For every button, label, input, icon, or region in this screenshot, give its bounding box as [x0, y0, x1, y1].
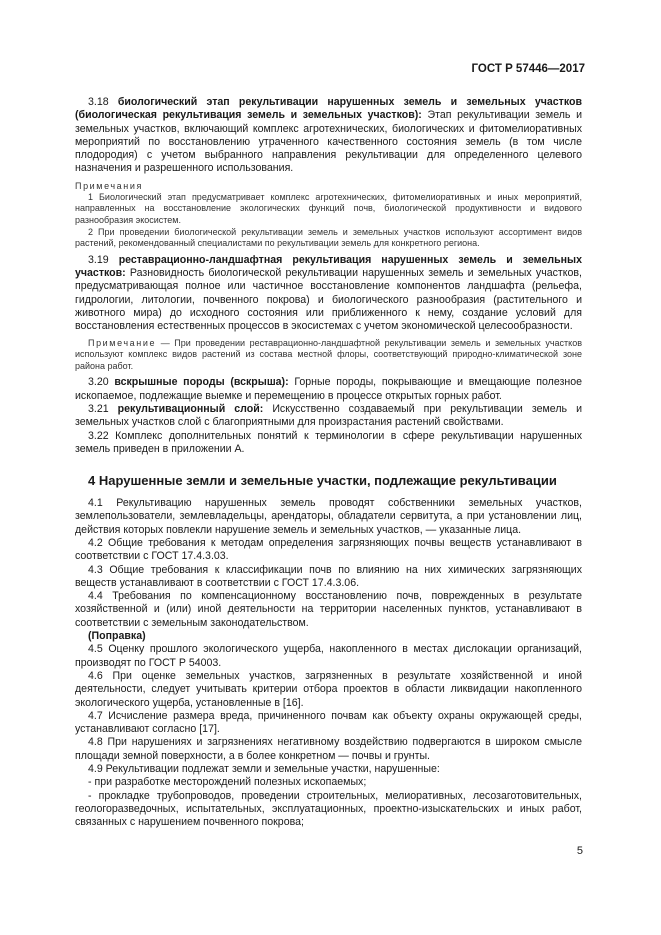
term-name: рекультивационный слой:: [117, 402, 264, 415]
clause-4-3: 4.3 Общие требования к классификации почв по влиянию на них химических загрязняющих веществ устанавливают в соответствии с ГОСТ 17.4.3.06.: [75, 563, 582, 589]
page-number: 5: [576, 845, 583, 857]
document-id-header: ГОСТ Р 57446—2017: [471, 63, 585, 75]
term-number: 3.18: [88, 96, 109, 108]
term-definition: Горные породы, покрывающие и вмещающие полезное ископаемое, подлежащие выемке и перемещению в процессе открытых горных работ.: [75, 376, 582, 402]
term-definition: Этап рекультивации земель и земельных участков, включающий комплекс агротехнических, биологических и фитомелиоративных мероприятий по восстановлению утраченного качественного состояния земель (в том числе плодородия) с учетом выбранного направления рекультивации для определенного целевого назначения и разрешенного использования.: [75, 109, 583, 175]
section-4-title: 4 Нарушенные земли и земельные участки, подлежащие рекультивации: [88, 473, 557, 489]
list-item: - прокладке трубопроводов, проведении строительных, мелиоративных, лесозаготовительных, геологоразведочных, испытательных, эксплуатационных, проектно-изыскательских и иных работ, связанных с нарушением почвенного покрова;: [75, 789, 582, 829]
clause-4-8: 4.8 При нарушениях и загрязнениях негативному воздействию подвергаются в широком смысле площади земной поверхности, а в более конкретном — почвы и грунты.: [75, 736, 582, 762]
clause-4-4: 4.4 Требования по компенсационному восстановлению почв, поврежденных в результате хозяйственной и (или) иной деятельности на территории населенных пунктов, устанавливают в соответствии с земельным законодательством.: [75, 590, 582, 629]
term-number: 3.20: [88, 376, 109, 389]
term-name: вскрышные породы (вскрыша):: [114, 376, 289, 389]
note-3-19: [75, 338, 582, 373]
clause-4-2: 4.2 Общие требования к методам определения загрязняющих почвы веществ устанавливают в соответствии с ГОСТ 17.4.3.03.: [75, 536, 582, 563]
notes-heading: [75, 180, 582, 192]
term-3-21: [75, 403, 582, 430]
clause-4-7: 4.7 Исчисление размера вреда, причиненного почвам как объекту охраны окружающей среды, устанавливают согласно [17].: [75, 709, 582, 736]
note-text: — При проведении реставрационно-ландшафтной рекультивации земель и земельных участков используют комплекс видов растений из состава местной флоры, соответствующий природно-климатической зоне района работ.: [75, 337, 582, 371]
term-definition: Разновидность биологической рекультивации нарушенных земель и земельных участков, предусматривающая полное или частичное восстановление компонентов ландшафта (рельефа, гидрологии, литологии, почвенного покрова) и биологического разнообразия (растительного и животного мира) до исходного состояния или приближенного к нему, создание условий для восстановления естественных процессов в экосистемах с учетом экономической целесообразности.: [75, 267, 582, 333]
amendment-label: [75, 630, 582, 643]
term-name: реставрационно-ландшафтная рекультивация нарушенных земель и земельных участков:: [75, 253, 582, 280]
clause-4-5: 4.5 Оценку прошлого экологического ущерба, накопленного в местах дислокации организаций, производят по ГОСТ Р 54003.: [75, 643, 582, 669]
note-2: 2 При проведении биологической рекультивации земель и земельных участков используют ассортимент видов растений, рекомендованный специалистами по рекультивации земель для конкретного региона.: [75, 226, 582, 249]
notes-heading-text: Примечания: [75, 180, 143, 191]
term-number: 3.21: [88, 402, 109, 415]
term-number: 3.19: [88, 253, 109, 266]
note-label: Примечание: [88, 337, 157, 348]
clause-4-6: 4.6 При оценке земельных участков, загрязненных в результате хозяйственной и иной деятельности, следует учитывать критерии отбора проектов в области ликвидации накопленного экологического ущерба, установленные в [16].: [75, 669, 582, 709]
term-3-18: [75, 96, 582, 176]
amendment-text: (Поправка): [88, 630, 146, 643]
term-name: биологический этап рекультивации нарушенных земель и земельных участков (биологическая рекультивация земель и земельных участков):: [75, 96, 582, 122]
note-1: 1 Биологический этап предусматривает комплекс агротехнических, фитомелиоративных и иных мероприятий, направленных на восстановление экологических функций почв, биологической продуктивности и видового разнообразия экосистем.: [75, 191, 582, 225]
term-definition: Искусственно создаваемый при рекультивации земель и земельных участков слой с благоприятными для произрастания растений свойствами.: [75, 402, 582, 429]
clause-4-1: 4.1 Рекультивацию нарушенных земель проводят собственники земельных участков, землепользователи, землевладельцы, арендаторы, обладатели сервитута, а при установлении лиц, действия которых повлекли нарушение земель и земельных участков, — указанные лица.: [75, 497, 582, 536]
term-3-22: 3.22 Комплекс дополнительных понятий к терминологии в сфере рекультивации нарушенных земель приведен в приложении А.: [75, 429, 582, 455]
term-3-20: [75, 376, 582, 403]
clause-4-9: 4.9 Рекультивации подлежат земли и земельные участки, нарушенные:: [88, 763, 440, 776]
term-3-19: [75, 254, 582, 334]
page-content: [75, 96, 582, 830]
list-item: - при разработке месторождений полезных ископаемых;: [88, 776, 367, 789]
